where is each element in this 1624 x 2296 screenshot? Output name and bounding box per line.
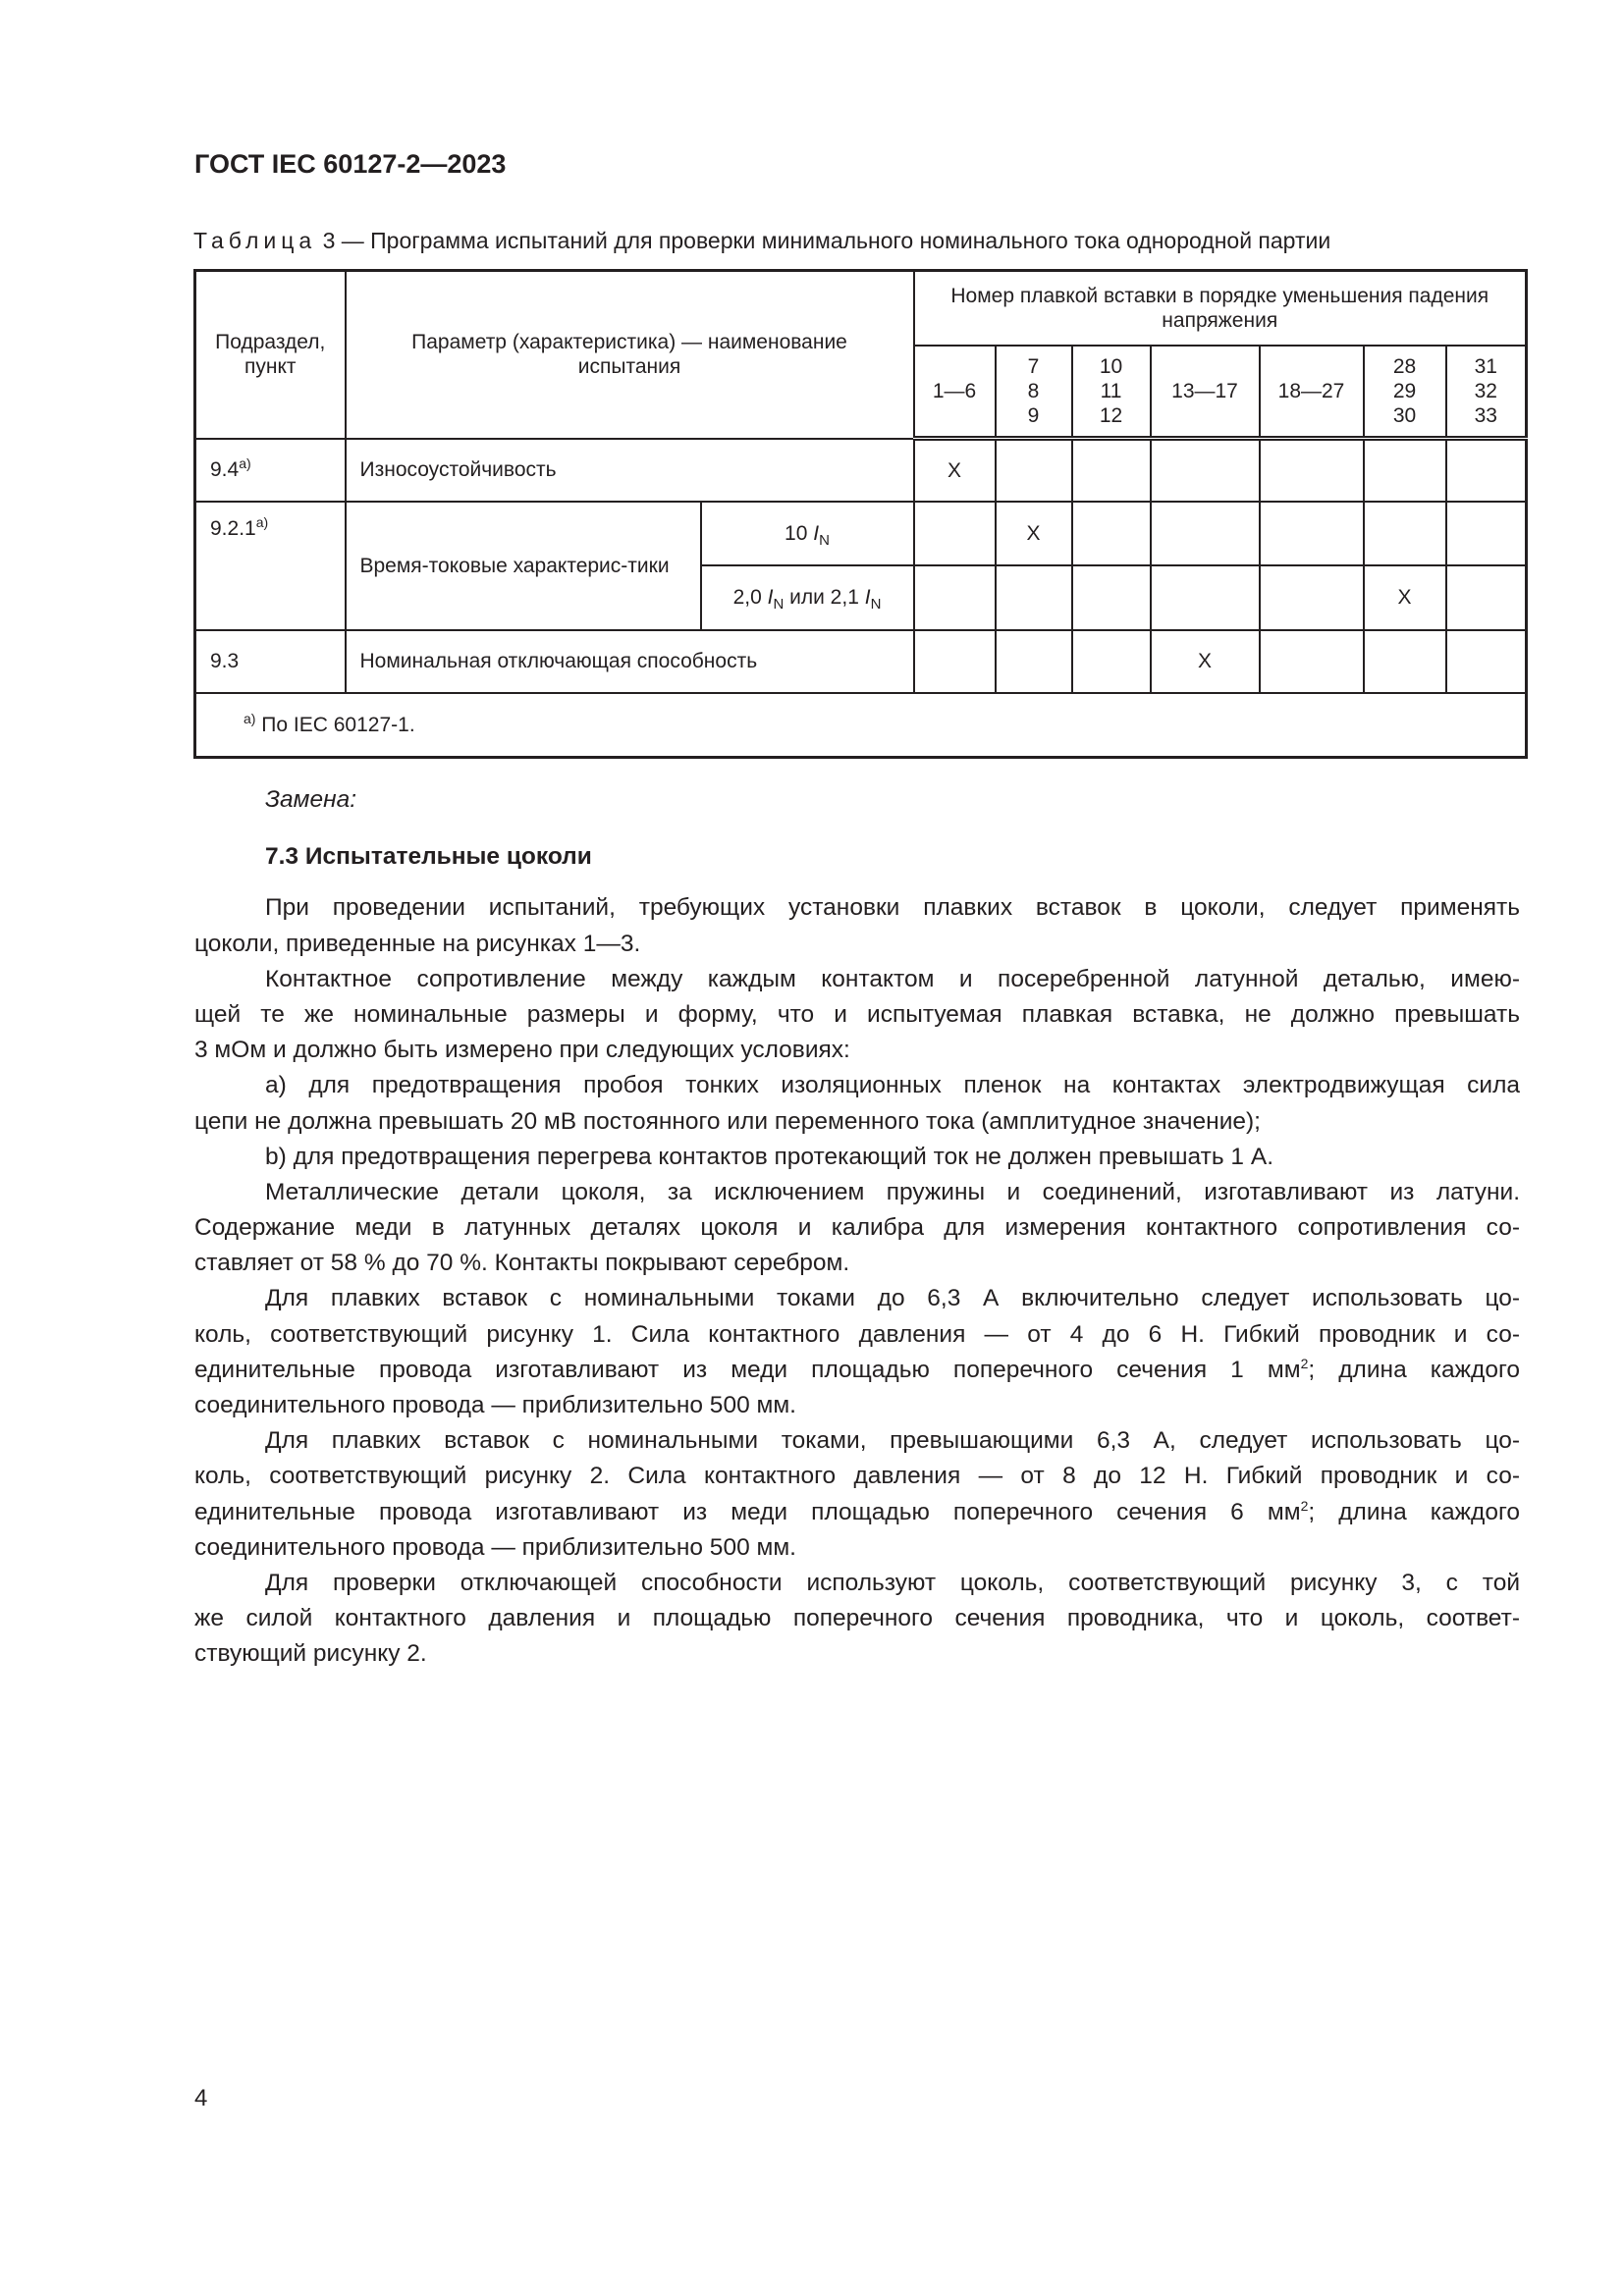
body-text [194, 782, 1520, 1673]
paragraph-line: коль, соответствующий рисунку 2. Сила контактного давления — от 8 до 12 Н. Гибкий проводник и со- [194, 1463, 1520, 1490]
row-section: 9.3 [195, 630, 346, 693]
paragraph-line: Содержание меди в латунных деталях цоколя и калибра для измерения контактного сопротивления со- [194, 1214, 1520, 1242]
table-caption [193, 228, 1330, 254]
mark-x: X [1151, 630, 1260, 693]
paragraph-line: щей те же номинальные размеры и форму, что и испытуемая плавкая вставка, не должно превышать [194, 1000, 1520, 1028]
list-item-a: a) для предотвращения пробоя тонких изоляционных пленок на контактах электродвижущая сила [265, 1072, 1520, 1099]
group-col-7: 31 32 33 [1446, 346, 1527, 439]
paragraph-line: единительные провода изготавливают из меди площадью поперечного сечения 1 $мм^2$; длина каждого [194, 1355, 1520, 1383]
paragraph-line: Контактное сопротивление между каждым контактом и посеребренной латунной деталью, имею- [265, 965, 1520, 992]
caption-text: 3 — Программа испытаний для проверки минимального номинального тока однородной партии [322, 228, 1331, 253]
paragraph-line: ствующий рисунку 2. [194, 1640, 427, 1668]
paragraph-line: Для проверки отключающей способности используют цоколь, соответствующий рисунку 3, с той [265, 1569, 1520, 1596]
page-number: 4 [194, 2085, 208, 2111]
group-col-4: 13—17 [1151, 346, 1260, 439]
header-parameter: Параметр (характеристика) — наименование испытания [346, 271, 914, 439]
sub-parameter-10in: 10 $I_N$ [701, 502, 914, 565]
group-col-5: 18—27 [1260, 346, 1364, 439]
section-heading: 7.3 Испытательные цоколи [265, 843, 592, 871]
group-col-6: 28 29 30 [1364, 346, 1446, 439]
header-section: Подраздел, пункт [195, 271, 346, 439]
paragraph-line: единительные провода изготавливают из меди площадью поперечного сечения 6 $мм^2$; длина каждого [194, 1497, 1520, 1525]
paragraph-line: Металлические детали цоколя, за исключением пружины и соединений, изготавливают из латуни. [265, 1178, 1520, 1205]
paragraph-line: цепи не должна превышать 20 мВ постоянного или переменного тока (амплитудное значение); [194, 1107, 1261, 1135]
mark-x: X [914, 439, 996, 502]
paragraph-line: Для плавких вставок с номинальными токами до 6,3 А включительно следует использовать цо- [265, 1285, 1520, 1312]
paragraph-line: соединительного провода — приблизительно 500 мм. [194, 1533, 796, 1561]
row-parameter: Номинальная отключающая способность [346, 630, 914, 693]
paragraph-line: соединительного провода — приблизительно 500 мм. [194, 1392, 796, 1419]
group-col-3: 10 11 12 [1072, 346, 1151, 439]
replace-note: Замена: [265, 786, 356, 813]
table-row [195, 630, 1527, 693]
paragraph-line: же силой контактного давления и площадью поперечного сечения проводника, что и цоколь, соответ- [194, 1605, 1520, 1632]
test-program-table [193, 269, 1528, 759]
row-section: 9.2.1$^{a)}$ [195, 502, 346, 630]
mark-x: X [1364, 565, 1446, 630]
table-row [195, 439, 1527, 502]
group-col-1: 1—6 [914, 346, 996, 439]
paragraph-line: 3 мОм и должно быть измерено при следующих условиях: [194, 1037, 850, 1064]
paragraph-line: При проведении испытаний, требующих установки плавких вставок в цоколи, следует применять [265, 894, 1520, 922]
document-code-header: ГОСТ IEC 60127-2—2023 [194, 149, 507, 179]
group-col-2: 7 8 9 [996, 346, 1072, 439]
paragraph-line: ставляет от 58 % до 70 %. Контакты покрывают серебром. [194, 1250, 850, 1277]
header-fuse-number-group: Номер плавкой вставки в порядке уменьшения падения напряжения [914, 271, 1527, 346]
row-section: 9.4$^{a)}$ [195, 439, 346, 502]
sub-parameter-2in: 2,0 $I_N$ или 2,1 $I_N$ [701, 565, 914, 630]
list-item-b: b) для предотвращения перегрева контактов протекающий ток не должен превышать 1 А. [265, 1143, 1274, 1170]
row-parameter: Износоустойчивость [346, 439, 914, 502]
table-footnote: $^{a)}$ По IEC 60127-1. [195, 693, 1527, 758]
table-row [195, 502, 1527, 565]
paragraph-line: Для плавких вставок с номинальными токами, превышающими 6,3 А, следует использовать цо- [265, 1427, 1520, 1455]
paragraph-line: коль, соответствующий рисунку 1. Сила контактного давления — от 4 до 6 Н. Гибкий проводник и со- [194, 1320, 1520, 1348]
caption-label: Таблица [193, 228, 317, 253]
mark-x: X [996, 502, 1072, 565]
paragraph-line: цоколи, приведенные на рисунках 1—3. [194, 930, 641, 957]
row-parameter: Время-токовые характерис-тики [346, 502, 701, 630]
